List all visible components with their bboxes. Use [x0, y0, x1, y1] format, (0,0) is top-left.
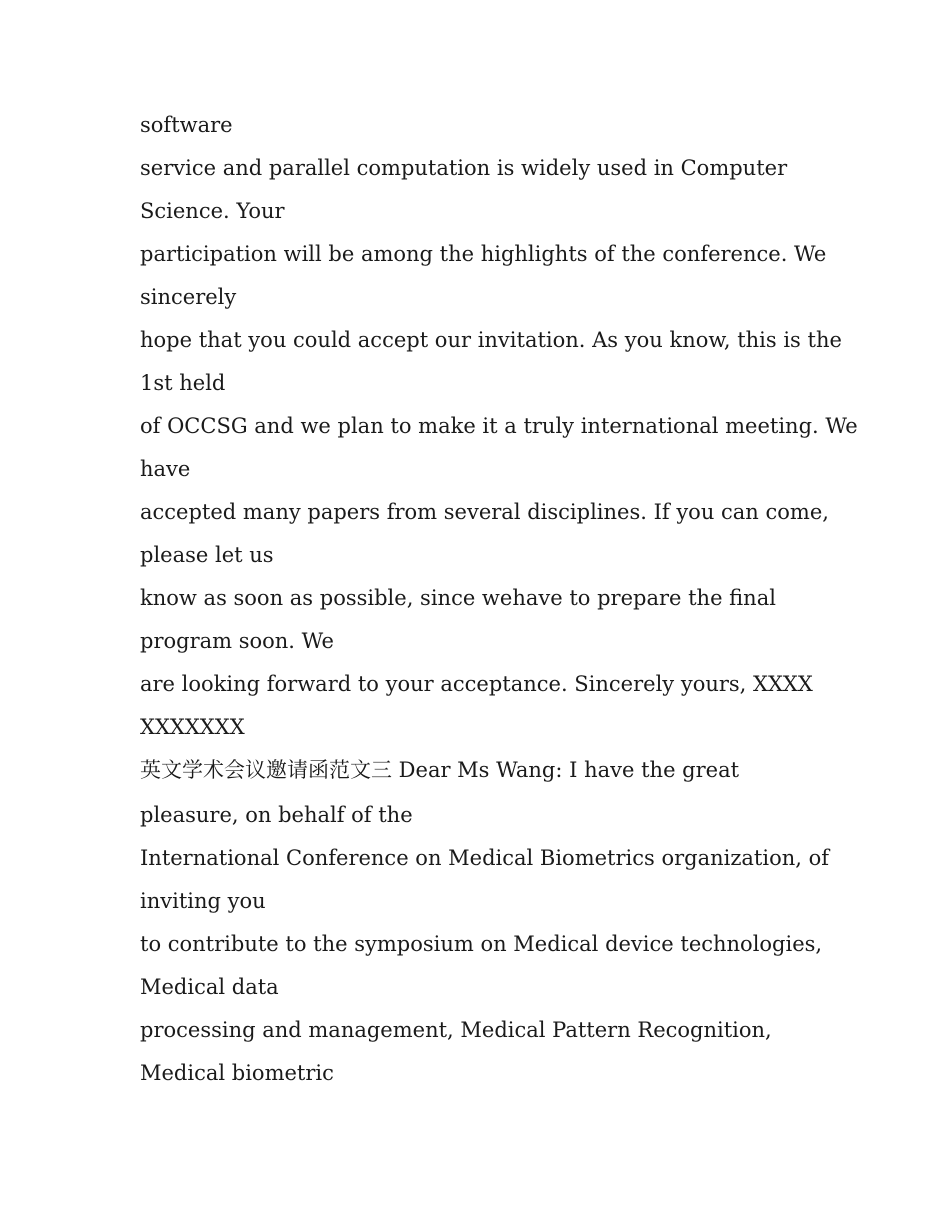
text-line: program soon. We [140, 629, 334, 653]
letter-body [140, 104, 858, 1095]
text-line: software [140, 113, 233, 137]
text-line: participation will be among the highlights of the conference. We [140, 242, 827, 266]
text-line: Medical biometric [140, 1061, 334, 1085]
text-line: processing and management, Medical Pattern Recognition, [140, 1018, 772, 1042]
text-line: inviting you [140, 889, 266, 913]
text-line: are looking forward to your acceptance. Sincerely yours, XXXX [140, 672, 813, 696]
text-line: 1st held [140, 371, 226, 395]
text-line: hope that you could accept our invitation. As you know, this is the [140, 328, 842, 352]
section-heading-line: 英文学术会议邀请函范文三 Dear Ms Wang: I have the great [140, 758, 740, 782]
text-line: have [140, 457, 191, 481]
text-line: accepted many papers from several disciplines. If you can come, [140, 500, 829, 524]
text-line: Science. Your [140, 199, 285, 223]
text-line: Medical data [140, 975, 279, 999]
text-line: pleasure, on behalf of the [140, 803, 413, 827]
text-line: XXXXXXX [140, 715, 245, 739]
text-line: sincerely [140, 285, 237, 309]
text-line: to contribute to the symposium on Medical device technologies, [140, 932, 823, 956]
text-line: of OCCSG and we plan to make it a truly international meeting. We [140, 414, 858, 438]
text-line: service and parallel computation is widely used in Computer [140, 156, 788, 180]
text-line: know as soon as possible, since wehave to prepare the final [140, 586, 776, 610]
text-line: International Conference on Medical Biometrics organization, of [140, 846, 830, 870]
text-line: please let us [140, 543, 274, 567]
